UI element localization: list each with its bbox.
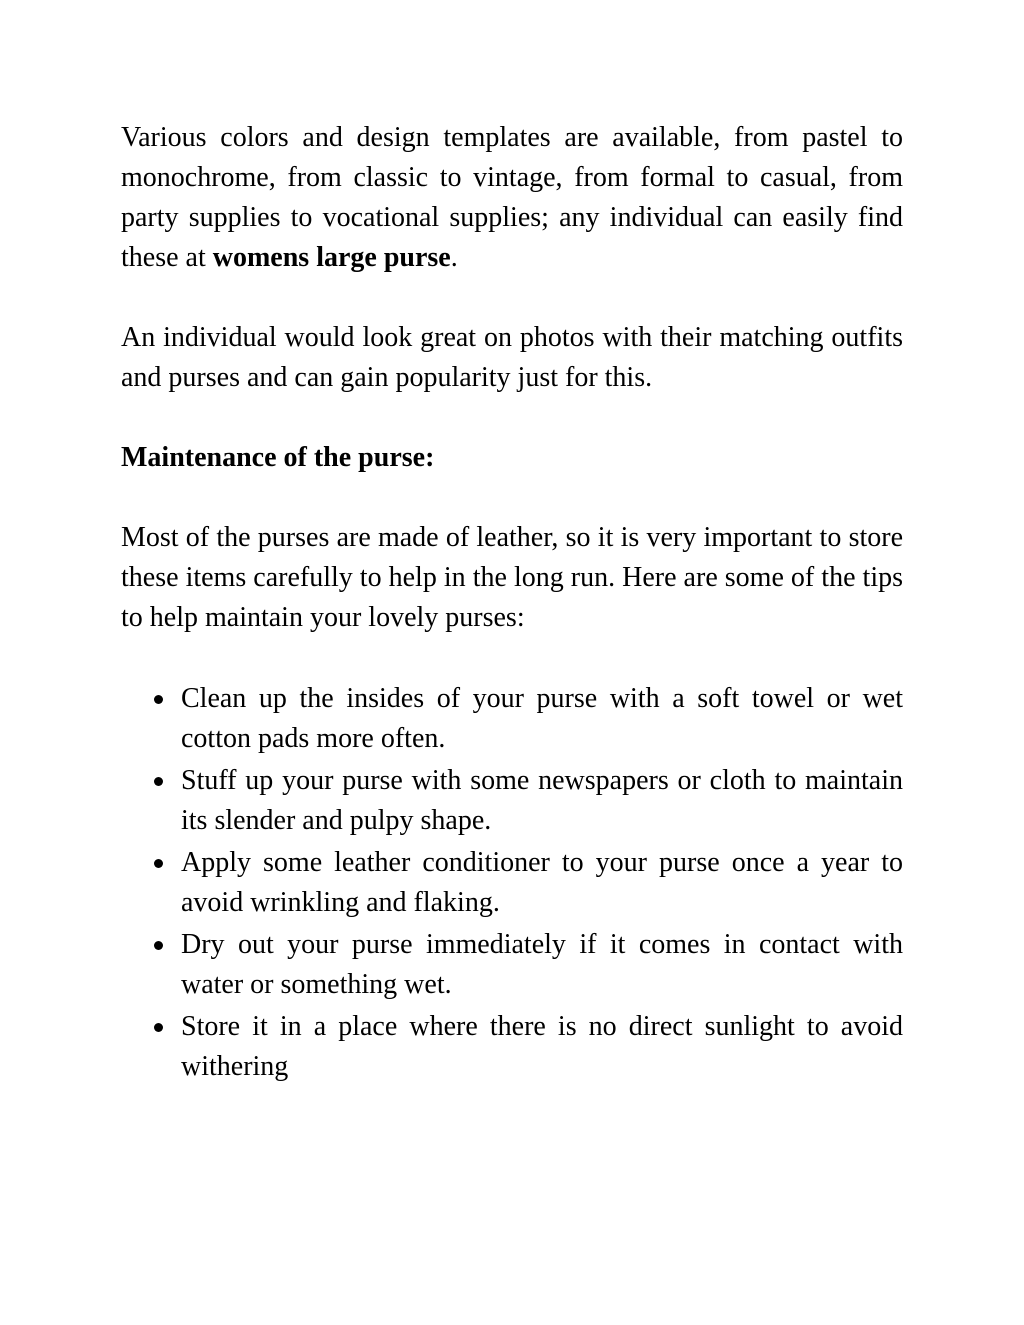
intro-paragraph xyxy=(121,118,903,278)
section-heading: Maintenance of the purse: xyxy=(121,442,435,473)
tip-text: Stuff up your purse with some newspapers or cloth to maintain its slender and pulpy shape. xyxy=(181,765,903,836)
bullet-icon xyxy=(154,859,163,868)
tip-text: Dry out your purse immediately if it comes in contact with water or something wet. xyxy=(181,929,903,1000)
list-item xyxy=(121,843,903,923)
list-item xyxy=(121,1007,903,1087)
bullet-icon xyxy=(154,941,163,950)
womens-large-purse-keyword: womens large purse xyxy=(212,242,451,273)
intro-period: . xyxy=(450,242,458,273)
bullet-icon xyxy=(154,695,163,704)
tip-text: Store it in a place where there is no direct sunlight to avoid withering xyxy=(181,1011,903,1082)
list-item xyxy=(121,925,903,1005)
tips-list xyxy=(121,679,903,1087)
tip-text: Apply some leather conditioner to your purse once a year to avoid wrinkling and flaking. xyxy=(181,847,903,918)
bullet-icon xyxy=(154,1023,163,1032)
bullet-icon xyxy=(154,777,163,786)
intro-text: Various colors and design templates are available, from pastel to monochrome, from classic to vintage, from formal to casual, from party supplies to vocational supplies; any individual can easily find these at xyxy=(121,122,903,273)
leather-paragraph: Most of the purses are made of leather, so it is very important to store these items carefully to help in the long run. Here are some of the tips to help maintain your lovely purses: xyxy=(121,522,903,633)
photos-paragraph: An individual would look great on photos with their matching outfits and purses and can gain popularity just for this. xyxy=(121,322,903,393)
document-page xyxy=(121,118,903,1089)
tip-text: Clean up the insides of your purse with a soft towel or wet cotton pads more often. xyxy=(181,683,903,754)
list-item xyxy=(121,679,903,759)
list-item xyxy=(121,761,903,841)
